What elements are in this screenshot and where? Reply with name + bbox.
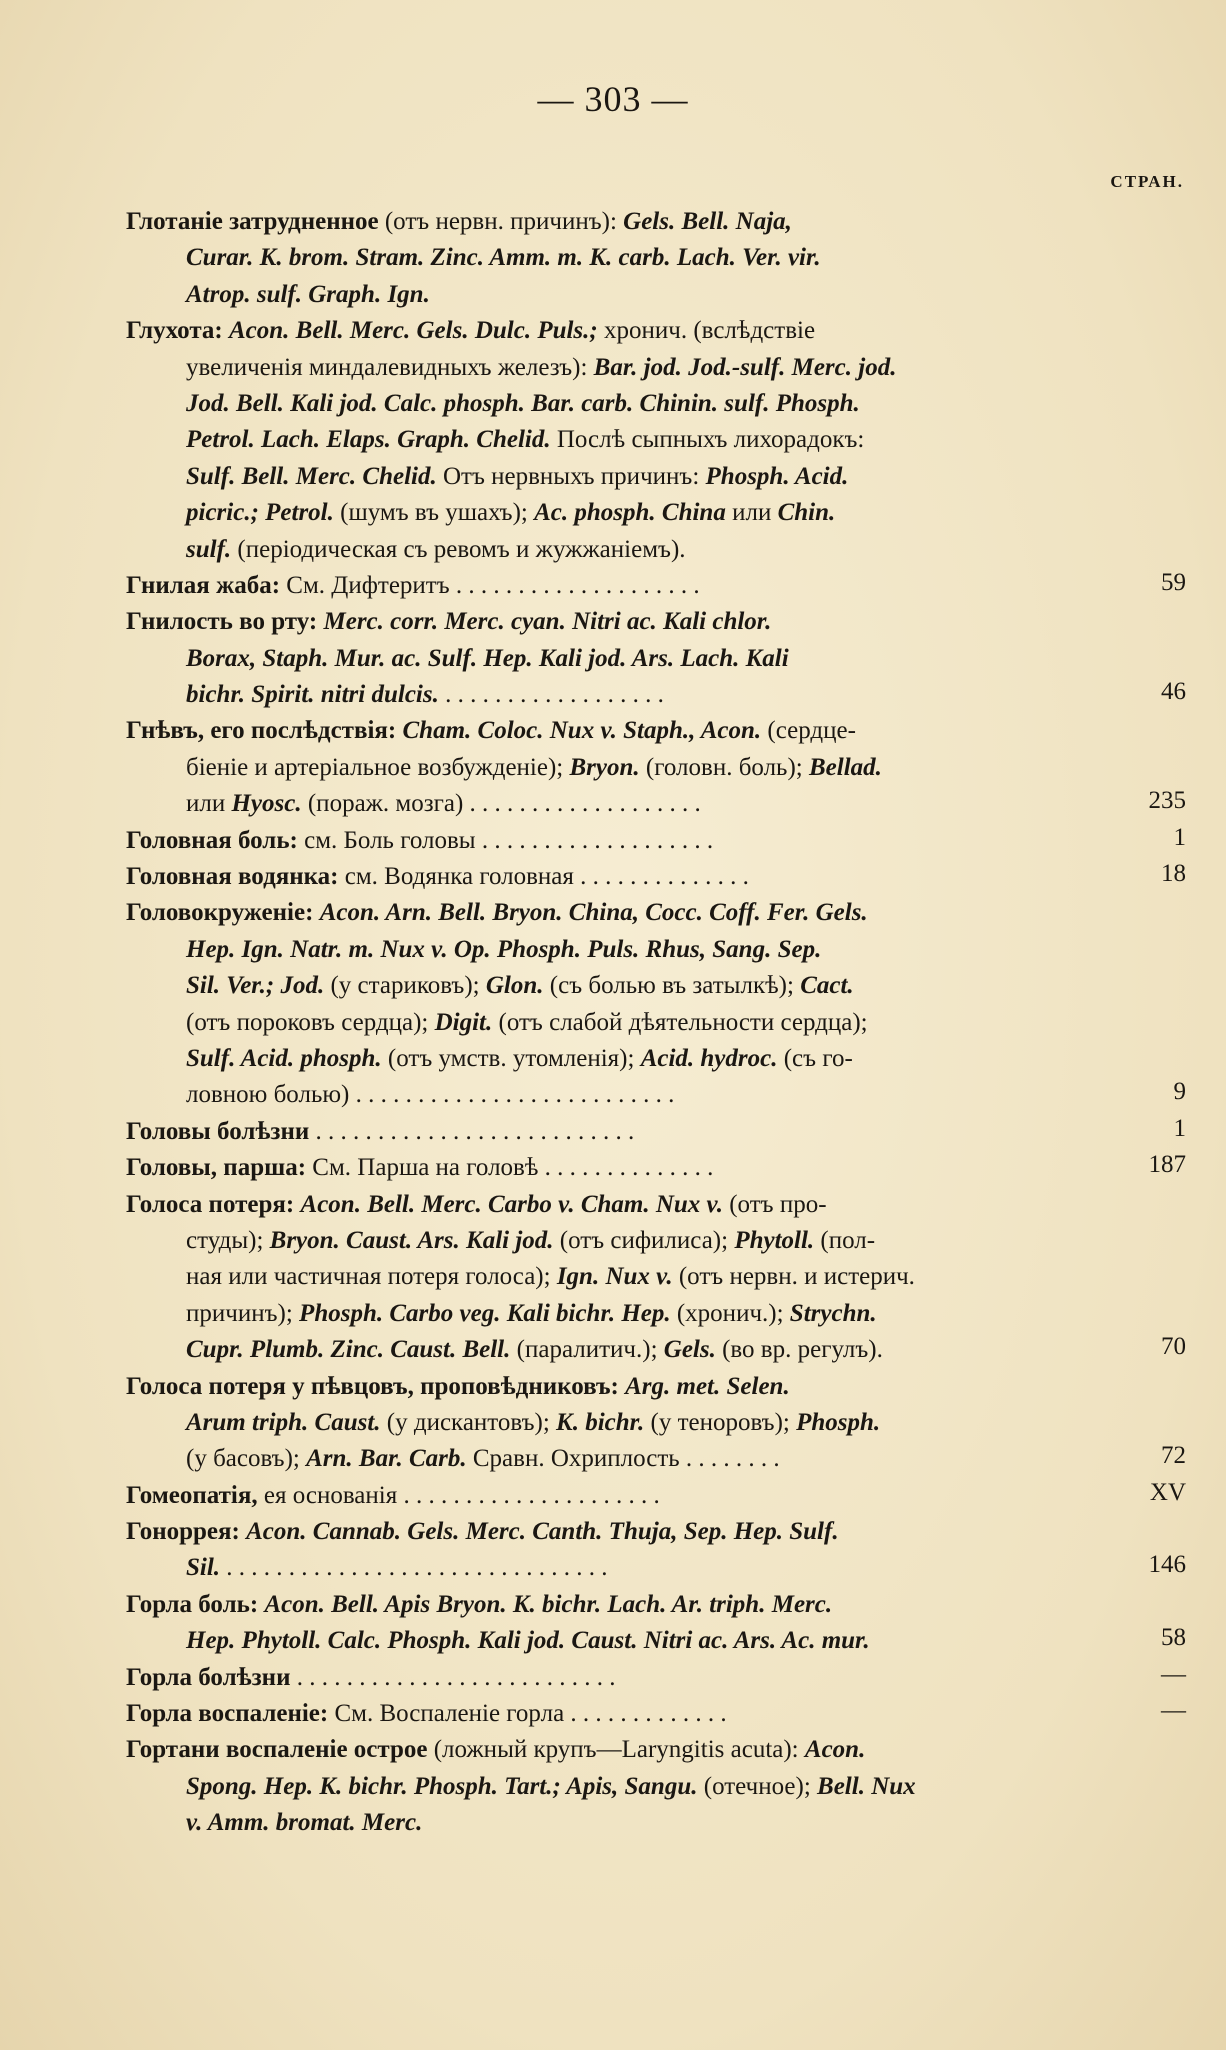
page-reference: — (1161, 1660, 1186, 1688)
index-entry (126, 823, 1186, 859)
index-entry (126, 1150, 1186, 1186)
entry-line-first: Гомеопатія, ея основанія . . . . . . . . . . . . . . . . . . . . . (126, 1481, 660, 1509)
index-entry (126, 1187, 1186, 1369)
entry-line-continuation: Atrop. sulf. Graph. Ign. (186, 280, 430, 308)
entry-line-continuation: Hep. Ign. Natr. m. Nux v. Op. Phosph. Puls. Rhus, Sang. Sep. (186, 935, 822, 963)
entry-line-continuation: v. Amm. bromat. Merc. (186, 1809, 423, 1837)
index-entry (126, 1478, 1186, 1514)
page-reference: — (1161, 1697, 1186, 1725)
entry-line-first: Голоса потеря у пѣвцовъ, проповѣдниковъ: Arg. met. Selen. (126, 1372, 790, 1400)
entry-line-continuation: Sil. Ver.; Jod. (у стариковъ); Glon. (съ болью въ затылкѣ); Cact. (186, 972, 854, 1000)
index-entry (126, 1732, 1186, 1841)
entry-line-first: Горла боль: Acon. Bell. Apis Bryon. K. bichr. Lach. Ar. triph. Merc. (126, 1590, 833, 1618)
index-entry (126, 604, 1186, 713)
entry-line-first: Головная водянка: см. Водянка головная . . . . . . . . . . . . . . (126, 863, 749, 891)
entry-line-continuation: студы); Bryon. Caust. Ars. Kali jod. (отъ сифилиса); Phytoll. (пол- (186, 1226, 876, 1254)
index-entry (126, 1369, 1186, 1478)
entry-line-continuation: sulf. (періодическая съ ревомъ и жужжаніемъ). (186, 535, 686, 563)
entry-line-continuation: или Hyosc. (пораж. мозга) . . . . . . . . . . . . . . . . . . . (186, 790, 701, 818)
entry-line-continuation: увеличенія миндалевидныхъ железъ): Bar. jod. Jod.-sulf. Merc. jod. (186, 353, 897, 381)
entry-line-continuation: picric.; Petrol. (шумъ въ ушахъ); Ac. phosph. China или Chin. (186, 499, 836, 527)
entry-line-first: Гоноррея: Acon. Cannab. Gels. Merc. Canth. Thuja, Sep. Hep. Sulf. (126, 1518, 839, 1546)
entry-line-continuation: Spong. Hep. K. bichr. Phosph. Tart.; Apis, Sangu. (отечное); Bell. Nux (186, 1772, 916, 1800)
entry-line-continuation: (отъ пороковъ сердца); Digit. (отъ слабой дѣятельности сердца); (186, 1008, 868, 1036)
index-entry (126, 1514, 1186, 1587)
index-entry (126, 859, 1186, 895)
entry-line-continuation: Borax, Staph. Mur. ac. Sulf. Hep. Kali jod. Ars. Lach. Kali (186, 644, 789, 672)
page-column-header: СТРАН. (1110, 172, 1184, 191)
page-reference: 46 (1161, 678, 1186, 706)
page-number: — 303 — (537, 79, 689, 119)
index-entry (126, 1660, 1186, 1696)
entry-line-continuation: Cupr. Plumb. Zinc. Caust. Bell. (паралитич.); Gels. (во вр. регулъ). (186, 1336, 883, 1364)
page-reference: 72 (1161, 1442, 1186, 1470)
entry-line-first: Гнѣвъ, его послѣдствія: Cham. Coloc. Nux v. Staph., Acon. (сердце- (126, 717, 856, 745)
entry-line-continuation: Jod. Bell. Kali jod. Calc. phosph. Bar. carb. Chinin. sulf. Phosph. (186, 389, 860, 417)
entry-line-first: Глотаніе затрудненное (отъ нервн. причинъ): Gels. Bell. Naja, (126, 208, 792, 235)
entry-line-first: Горла болѣзни . . . . . . . . . . . . . . . . . . . . . . . . . . (126, 1663, 616, 1691)
page-reference: 1 (1173, 823, 1186, 851)
entry-line-first: Гнилая жаба: См. Дифтеритъ . . . . . . . . . . . . . . . . . . . . (126, 571, 700, 599)
entry-line-continuation: біеніе и артеріальное возбужденіе); Bryon. (головн. боль); Bellad. (186, 753, 882, 781)
entry-line-continuation: ная или частичная потеря голоса); Ign. Nux v. (отъ нервн. и истерич. (186, 1263, 915, 1291)
page-reference: 18 (1161, 860, 1186, 888)
page-reference: XV (1149, 1478, 1186, 1506)
entry-line-continuation: Sulf. Acid. phosph. (отъ умств. утомленія); Acid. hydroc. (съ го- (186, 1044, 853, 1072)
entry-line-continuation: (у басовъ); Arn. Bar. Carb. Сравн. Охриплость . . . . . . . . (186, 1445, 780, 1473)
page-reference: 1 (1173, 1114, 1186, 1142)
entry-line-continuation: Sulf. Bell. Merc. Chelid. Отъ нервныхъ причинъ: Phosph. Acid. (186, 462, 849, 490)
page-reference: 58 (1161, 1624, 1186, 1652)
entry-line-continuation: причинъ); Phosph. Carbo veg. Kali bichr. Hep. (хронич.); Strychn. (186, 1299, 877, 1327)
entry-line-continuation: Curar. K. brom. Stram. Zinc. Amm. m. K. carb. Lach. Ver. vir. (186, 244, 821, 272)
page-reference: 187 (1148, 1151, 1186, 1179)
entry-line-first: Головы, парша: См. Парша на головѣ . . . . . . . . . . . . . . (126, 1154, 714, 1182)
index-entry (126, 1114, 1186, 1150)
page-reference: 70 (1161, 1333, 1186, 1361)
entry-line-continuation: bichr. Spirit. nitri dulcis. . . . . . . . . . . . . . . . . . . (186, 681, 664, 709)
entry-line-first: Гортани воспаленіе острое (ложный крупъ—Laryngitis acuta): Acon. (126, 1736, 866, 1764)
entry-line-continuation: Sil. . . . . . . . . . . . . . . . . . . . . . . . . . . . . . . . (186, 1554, 608, 1582)
index-entry (126, 568, 1186, 604)
entry-line-continuation: Hep. Phytoll. Calc. Phosph. Kali jod. Caust. Nitri ac. Ars. Ac. mur. (186, 1627, 870, 1655)
entry-line-first: Глухота: Acon. Bell. Merc. Gels. Dulc. Puls.; хронич. (вслѣдствіе (126, 317, 816, 345)
entry-line-first: Головная боль: см. Боль головы . . . . . . . . . . . . . . . . . . . (126, 826, 714, 854)
index-entry (126, 713, 1186, 822)
index-entry (126, 313, 1186, 568)
entry-line-continuation: Arum triph. Caust. (у дискантовъ); K. bichr. (у теноровъ); Phosph. (186, 1408, 881, 1436)
entry-line-continuation: Petrol. Lach. Elaps. Graph. Chelid. Послѣ сыпныхъ лихорадокъ: (186, 426, 865, 454)
page-reference: 59 (1161, 568, 1186, 596)
entry-line-first: Горла воспаленіе: См. Воспаленіе горла . . . . . . . . . . . . . (126, 1700, 727, 1728)
page-reference: 9 (1173, 1078, 1186, 1106)
page-reference: 235 (1148, 787, 1186, 815)
page-reference: 146 (1148, 1551, 1186, 1579)
index-entry (126, 895, 1186, 1113)
entry-line-continuation: ловною болью) . . . . . . . . . . . . . . . . . . . . . . . . . . (186, 1081, 675, 1109)
index-entry (126, 204, 1186, 313)
entry-line-first: Головокруженіе: Acon. Arn. Bell. Bryon. China, Cocc. Coff. Fer. Gels. (126, 899, 868, 927)
index-entries (126, 204, 1186, 1842)
entry-line-first: Головы болѣзни . . . . . . . . . . . . . . . . . . . . . . . . . . (126, 1117, 635, 1145)
index-entry (126, 1587, 1186, 1660)
index-entry (126, 1696, 1186, 1732)
entry-line-first: Голоса потеря: Acon. Bell. Merc. Carbo v. Cham. Nux v. (отъ про- (126, 1190, 827, 1218)
entry-line-first: Гнилость во рту: Merc. corr. Merc. cyan. Nitri ac. Kali chlor. (126, 608, 772, 636)
